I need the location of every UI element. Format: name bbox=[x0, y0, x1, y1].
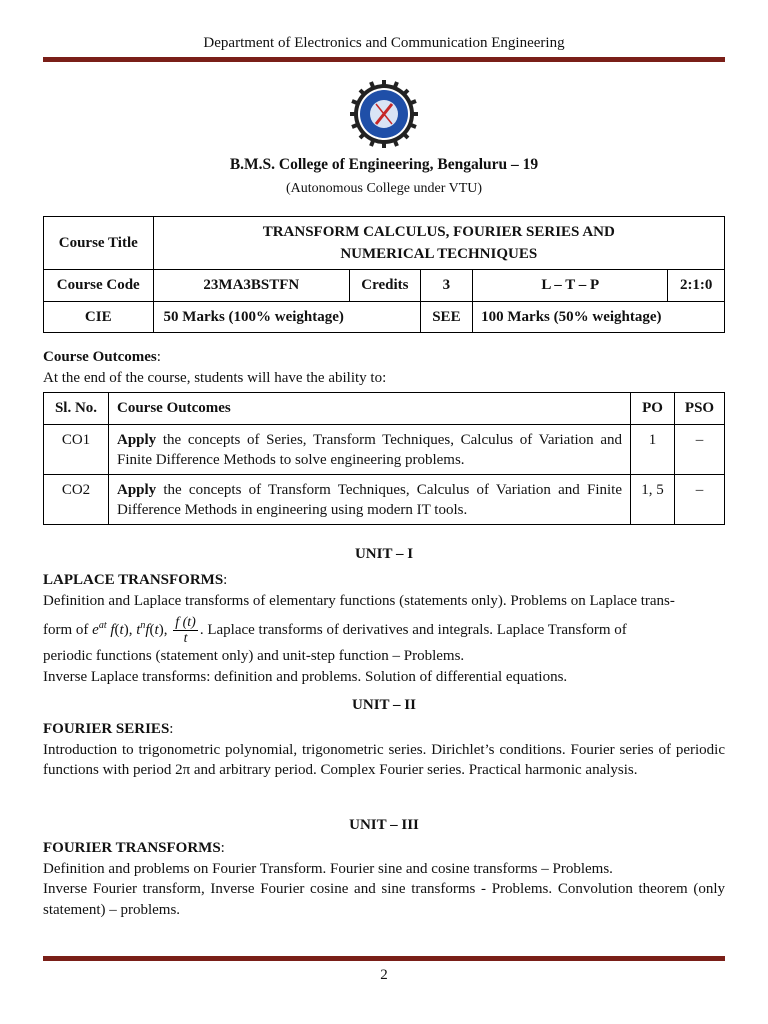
course-code-label: Course Code bbox=[44, 270, 154, 302]
co-id: CO1 bbox=[44, 425, 109, 475]
course-title-label: Course Title bbox=[44, 217, 154, 270]
formula-ft-over-t: $\frac{f (t)}{t}$ bbox=[175, 615, 196, 646]
col-header-outcomes: Course Outcomes bbox=[109, 393, 631, 425]
college-subtitle: (Autonomous College under VTU) bbox=[285, 181, 483, 196]
department-header: Department of Electronics and Communication Engineering bbox=[203, 35, 565, 51]
table-header-row bbox=[44, 393, 725, 425]
header-rule bbox=[43, 57, 725, 62]
ltp-label: L – T – P bbox=[473, 270, 668, 302]
unit-2-body: FOURIER SERIES: Introduction to trigonometric polynomial, trigonometric series. Dirichlet’s conditions. Fourier series of periodic functions with period 2π and arbitrary period. Complex Fourier series. Practical harmonic analysis. bbox=[43, 721, 725, 778]
ltp-value: 2:1:0 bbox=[668, 270, 725, 302]
college-logo-icon bbox=[350, 80, 418, 148]
unit-1-topic: LAPLACE TRANSFORMS bbox=[43, 572, 224, 588]
course-code-value: 23MA3BSTFN bbox=[153, 270, 350, 302]
course-outcomes-table bbox=[43, 392, 725, 525]
co-pso: – bbox=[675, 475, 725, 525]
unit-3-heading: UNIT – III bbox=[349, 817, 419, 833]
college-name: B.M.S. College of Engineering, Bengaluru – 19 bbox=[229, 156, 539, 173]
see-value: 100 Marks (50% weightage) bbox=[473, 302, 725, 333]
course-outcomes-intro-text: At the end of the course, students will have the ability to: bbox=[43, 370, 387, 386]
co-po: 1, 5 bbox=[631, 475, 675, 525]
col-header-po: PO bbox=[631, 393, 675, 425]
co-pso: – bbox=[675, 425, 725, 475]
unit-3-topic: FOURIER TRANSFORMS bbox=[43, 840, 221, 856]
see-label: SEE bbox=[420, 302, 472, 333]
footer-rule bbox=[43, 956, 725, 961]
cie-label: CIE bbox=[44, 302, 154, 333]
table-row bbox=[44, 475, 725, 525]
col-header-pso: PSO bbox=[675, 393, 725, 425]
co-id: CO2 bbox=[44, 475, 109, 525]
course-title-value: TRANSFORM CALCULUS, FOURIER SERIES AND NUMERICAL TECHNIQUES bbox=[153, 217, 724, 270]
course-outcomes-intro: Course Outcomes: At the end of the course, students will have the ability to: bbox=[43, 349, 387, 386]
unit-2-topic: FOURIER SERIES bbox=[43, 721, 170, 737]
credits-label: Credits bbox=[350, 270, 421, 302]
credits-value: 3 bbox=[420, 270, 472, 302]
unit-1-heading: UNIT – I bbox=[354, 546, 414, 562]
unit-2-heading: UNIT – II bbox=[352, 697, 416, 713]
col-header-slno: Sl. No. bbox=[44, 393, 109, 425]
formula-eat-ft: $e^{at}$ f bbox=[92, 619, 115, 638]
unit-1-body: LAPLACE TRANSFORMS: Definition and Laplace transforms of elementary functions (statements only). Problems on Laplace trans- form of $e^{at}$ f(t), $t^nf(t)$, $\frac{f (t)}{t}$ . Laplace transforms of derivatives and integrals. Laplace Transform of periodic functions (statement only) and unit-step function – Problems. Inverse Laplace transforms: definition and problems. Solution of differential equations. bbox=[43, 572, 675, 685]
table-row bbox=[44, 425, 725, 475]
cie-value: 50 Marks (100% weightage) bbox=[153, 302, 420, 333]
course-info-table bbox=[43, 216, 725, 333]
co-po: 1 bbox=[631, 425, 675, 475]
unit-3-body: FOURIER TRANSFORMS: Definition and problems on Fourier Transform. Fourier sine and cosine transforms – Problems. Inverse Fourier transform, Inverse Fourier cosine and sine transforms - Problems. Convolution theorem (only statement) – problems. bbox=[43, 840, 725, 918]
course-outcomes-heading: Course Outcomes bbox=[43, 349, 157, 365]
page-number: 2 bbox=[380, 967, 388, 983]
co-text: Apply the concepts of Series, Transform Techniques, Calculus of Variation and Finite Difference Methods to solve engineering problems. bbox=[109, 425, 631, 475]
co-text: Apply the concepts of Transform Techniques, Calculus of Variation and Finite Difference Methods in engineering using modern IT tools. bbox=[109, 475, 631, 525]
formula-tn-ft: $t^nf$ bbox=[136, 619, 150, 638]
